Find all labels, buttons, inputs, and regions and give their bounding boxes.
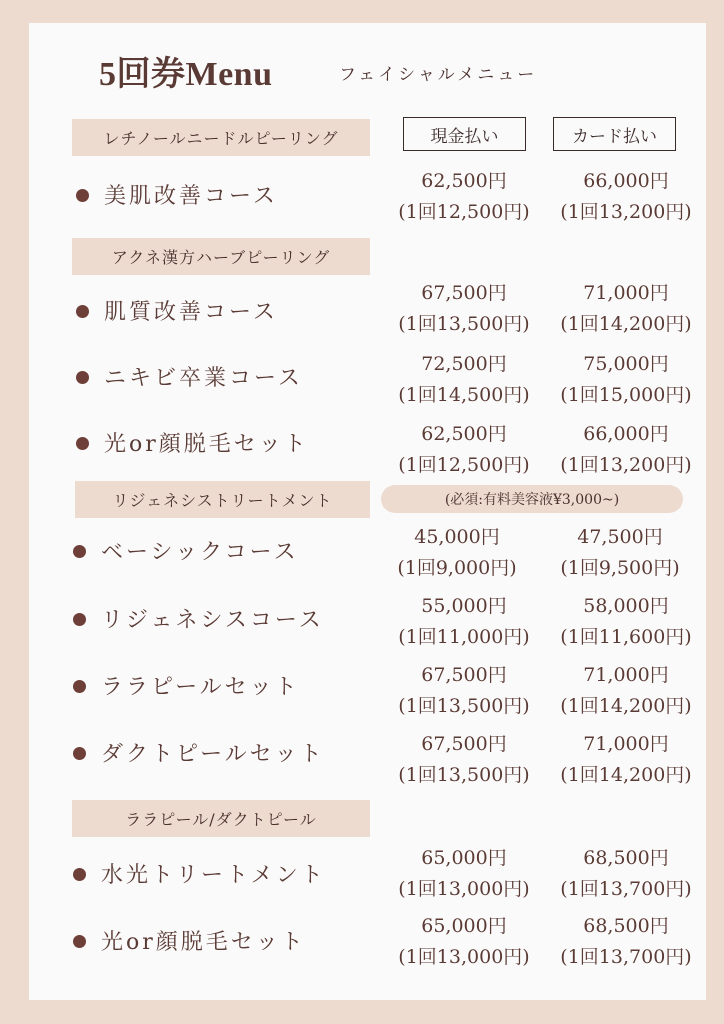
course-name: ダクトピールセット xyxy=(101,742,325,767)
bullet-icon xyxy=(76,371,89,384)
list-item xyxy=(0,729,724,789)
course-name: 水光トリートメント xyxy=(101,863,326,888)
course-name: 光or顔脱毛セット xyxy=(101,930,306,955)
bullet-icon xyxy=(76,305,89,318)
bullet-icon xyxy=(76,189,89,202)
cash-price: 67,500円 (1回13,500円) xyxy=(398,664,530,717)
bullet-icon xyxy=(73,747,86,760)
cash-price: 62,500円 (1回12,500円) xyxy=(398,170,530,223)
cash-price: 62,500円 (1回12,500円) xyxy=(398,423,530,476)
card-price: 68,500円 (1回13,700円) xyxy=(560,915,692,968)
cash-price: 67,500円 (1回13,500円) xyxy=(398,282,530,335)
list-item xyxy=(0,419,724,479)
page-title: 5回券Menu xyxy=(99,56,273,93)
bullet-icon xyxy=(73,680,86,693)
cash-price: 67,500円 (1回13,500円) xyxy=(398,733,530,786)
course-name: 光or顔脱毛セット xyxy=(104,432,309,457)
required-serum-note: (必須:有料美容液¥3,000~) xyxy=(381,485,683,513)
page-subtitle: フェイシャルメニュー xyxy=(339,65,538,85)
card-price: 68,500円 (1回13,700円) xyxy=(560,847,692,900)
list-item xyxy=(0,911,724,971)
course-name: 美肌改善コース xyxy=(104,184,278,209)
card-price: 66,000円 (1回13,200円) xyxy=(560,423,692,476)
bullet-icon xyxy=(73,935,86,948)
card-price: 71,000円 (1回14,200円) xyxy=(560,733,692,786)
column-header-card: カード払い xyxy=(553,117,676,151)
cash-price: 65,000円 (1回13,000円) xyxy=(398,847,530,900)
cash-price: 45,000円 (1回9,000円) xyxy=(397,526,517,579)
list-item xyxy=(0,522,724,582)
bullet-icon xyxy=(73,868,86,881)
section-header-acne: アクネ漢方ハーブピーリング xyxy=(72,238,370,275)
cash-price: 65,000円 (1回13,000円) xyxy=(398,915,530,968)
card-price: 66,000円 (1回13,200円) xyxy=(560,170,692,223)
list-item xyxy=(0,843,724,903)
course-name: ニキビ卒業コース xyxy=(104,366,303,391)
list-item xyxy=(0,278,724,338)
bullet-icon xyxy=(73,613,86,626)
section-header-lalapeel: ララピール/ダクトピール xyxy=(72,800,370,837)
list-item xyxy=(0,166,724,226)
bullet-icon xyxy=(76,437,89,450)
bullet-icon xyxy=(73,545,86,558)
course-name: 肌質改善コース xyxy=(104,300,278,325)
course-name: ララピールセット xyxy=(101,675,300,700)
list-item xyxy=(0,591,724,651)
course-name: リジェネシスコース xyxy=(101,608,324,633)
card-price: 58,000円 (1回11,600円) xyxy=(560,595,692,648)
card-price: 75,000円 (1回15,000円) xyxy=(560,353,692,406)
list-item xyxy=(0,660,724,720)
cash-price: 55,000円 (1回11,000円) xyxy=(398,595,530,648)
cash-price: 72,500円 (1回14,500円) xyxy=(398,353,530,406)
section-header-retinol: レチノールニードルピーリング xyxy=(72,119,370,156)
card-price: 71,000円 (1回14,200円) xyxy=(560,282,692,335)
list-item xyxy=(0,349,724,409)
course-name: ベーシックコース xyxy=(101,540,299,565)
card-price: 71,000円 (1回14,200円) xyxy=(560,664,692,717)
card-price: 47,500円 (1回9,500円) xyxy=(560,526,680,579)
column-header-cash: 現金払い xyxy=(403,117,526,151)
section-header-regenesis: リジェネシストリートメント xyxy=(75,481,370,518)
